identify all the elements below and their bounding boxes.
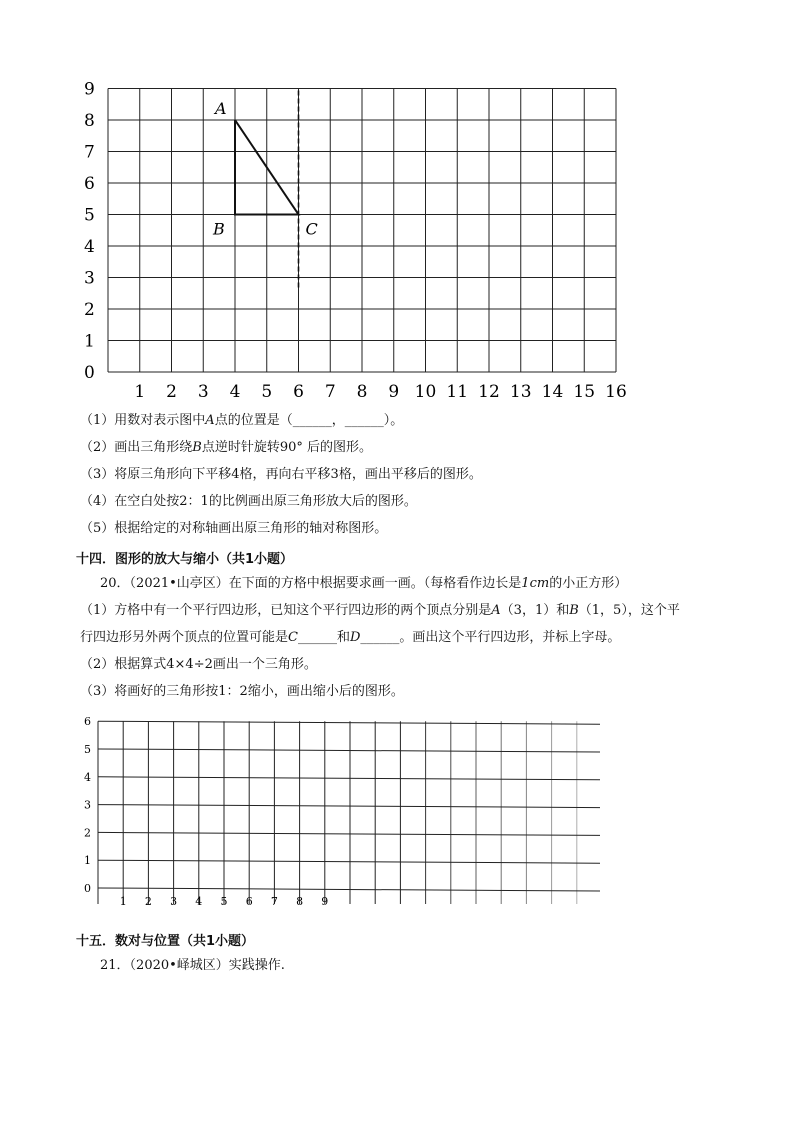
text: 点逆时针旋转90° 后的图形。 <box>201 440 373 455</box>
answer-blank-d[interactable]: ______ <box>360 630 400 645</box>
text: ， <box>331 413 345 428</box>
q20-part-3: （3）将画好的三角形按1：2缩小，画出缩小后的图形。 <box>80 684 404 699</box>
text: （3，1）和 <box>500 603 570 618</box>
part-number: （2） <box>80 440 115 455</box>
variable-a: A <box>491 603 501 618</box>
text: 将原三角形向下平移4格，再向右平移3格，画出平移后的图形。 <box>114 467 482 482</box>
text: 用数对表示图中 <box>114 413 206 428</box>
coordinate-grid-1 <box>70 78 630 403</box>
grid-2-x-tick-label: 9 <box>321 895 329 908</box>
grid-2-x-tick-label: 3 <box>170 895 178 908</box>
text: 。画出这个平行四边形，并标上字母。 <box>399 630 621 645</box>
text: （1）方格中有一个平行四边形，已知这个平行四边形的两个顶点分别是 <box>80 603 492 618</box>
variable-b: B <box>569 603 579 618</box>
variable-a: A <box>205 413 215 428</box>
grid-1-y-tick-label: 1 <box>84 331 95 352</box>
coordinate-grid-2 <box>80 708 600 920</box>
grid-1-x-tick-label: 13 <box>509 382 532 402</box>
grid-1-y-tick-label: 0 <box>84 363 95 383</box>
q20-part-1-line-1 <box>80 602 680 620</box>
grid-1-x-tick-label: 4 <box>229 382 241 402</box>
grid-1-x-tick-label: 14 <box>541 382 564 402</box>
grid-2-y-tick-label: 3 <box>84 798 91 812</box>
point-label-b: B <box>213 219 225 239</box>
q20-part-2: （2）根据算式4×4÷2画出一个三角形。 <box>80 657 317 672</box>
grid-1-x-tick-label: 16 <box>605 382 627 402</box>
grid-2-x-tick-label: 1 <box>119 895 127 908</box>
grid-2-x-tick-label: 6 <box>245 895 253 908</box>
grid-1-x-tick-label: 11 <box>446 382 469 402</box>
variable-d: D <box>349 630 361 645</box>
grid-1-x-axis-labels <box>134 382 626 402</box>
text: 根据给定的对称轴画出原三角形的轴对称图形。 <box>114 521 388 536</box>
variable-b: B <box>192 440 202 455</box>
unit: 1cm <box>521 576 550 591</box>
grid-2-lines <box>98 721 600 904</box>
text: 行四边形另外两个顶点的位置可能是 <box>80 630 289 645</box>
grid-1-y-tick-label: 6 <box>84 174 95 194</box>
answer-blank-c[interactable]: ______ <box>297 630 337 645</box>
grid-2-x-tick-label: 4 <box>195 895 203 908</box>
grid-2-y-tick-label: 0 <box>84 882 91 895</box>
grid-2-y-tick-label: 4 <box>84 770 91 784</box>
text: 和 <box>336 630 350 645</box>
grid-1-x-tick-label: 15 <box>573 382 596 402</box>
grid-1-x-tick-label: 12 <box>478 382 500 402</box>
grid-1-y-tick-label: 8 <box>84 111 95 131</box>
answer-blank-1[interactable]: ______ <box>292 413 332 428</box>
part-number: （3） <box>80 467 115 482</box>
q19-part-2 <box>80 439 372 457</box>
text: 20．（2021•山亭区）在下面的方格中根据要求画一画。（每格看作边长是 <box>100 576 522 591</box>
section-15-title: 十五．数对与位置（共1小题） <box>76 934 255 949</box>
point-label-c: C <box>305 219 318 239</box>
text: （1，5），这个平 <box>578 603 680 618</box>
grid-1-x-tick-label: 8 <box>356 382 368 402</box>
part-number: （1） <box>80 413 115 428</box>
grid-2-y-tick-label: 5 <box>84 743 91 756</box>
grid-1-y-tick-label: 4 <box>84 237 95 257</box>
grid-1-x-tick-label: 5 <box>261 382 273 402</box>
grid-2-y-tick-label: 6 <box>84 715 91 729</box>
grid-2-y-tick-label: 2 <box>84 826 91 840</box>
grid-1-x-tick-label: 2 <box>166 382 177 402</box>
grid-2-x-tick-label: 5 <box>220 895 228 908</box>
q21-header: 21．（2020•峄城区）实践操作. <box>100 958 285 973</box>
variable-c: C <box>288 630 298 645</box>
point-label-a: A <box>215 99 227 118</box>
text: 的小正方形） <box>549 576 628 591</box>
grid-1-x-tick-label: 10 <box>414 382 437 402</box>
grid-2-x-axis-labels <box>120 895 329 908</box>
q19-part-1 <box>80 412 403 430</box>
q19-part-5 <box>80 520 387 538</box>
text: 画出三角形绕 <box>114 440 193 455</box>
grid-1-x-tick-label: 9 <box>388 382 400 402</box>
grid-2-y-tick-label: 1 <box>84 854 91 868</box>
text: 在空白处按2：1的比例画出原三角形放大后的图形。 <box>114 494 417 509</box>
grid-1-x-tick-label: 1 <box>134 382 146 402</box>
q20-header <box>100 575 627 593</box>
q19-part-4 <box>80 493 417 511</box>
grid-1-y-tick-label: 7 <box>84 142 95 163</box>
part-number: （5） <box>80 521 115 536</box>
grid-1-y-tick-label: 3 <box>84 268 95 289</box>
grid-1-y-axis-labels <box>84 80 95 384</box>
grid-1-y-tick-label: 5 <box>84 205 95 226</box>
q19-part-3 <box>80 466 482 484</box>
grid-1-x-tick-label: 7 <box>324 382 336 402</box>
grid-1-y-tick-label: 9 <box>84 79 95 100</box>
grid-1-y-tick-label: 2 <box>84 300 95 320</box>
text: 点的位置是（ <box>214 413 293 428</box>
grid-2-x-tick-label: 7 <box>270 895 278 908</box>
section-14-title: 十四．图形的放大与缩小（共1小题） <box>76 552 294 567</box>
grid-1-lines <box>108 89 616 373</box>
part-number: （4） <box>80 494 115 509</box>
text: ）。 <box>383 413 404 428</box>
grid-2-x-tick-label: 8 <box>296 895 304 908</box>
grid-1-x-tick-label: 3 <box>197 382 209 402</box>
answer-blank-2[interactable]: ______ <box>344 413 384 428</box>
grid-2-x-tick-label: 2 <box>144 895 152 908</box>
grid-2-y-axis-labels <box>84 715 91 895</box>
q20-part-1-line-2 <box>80 629 620 647</box>
grid-1-x-tick-label: 6 <box>293 382 304 402</box>
